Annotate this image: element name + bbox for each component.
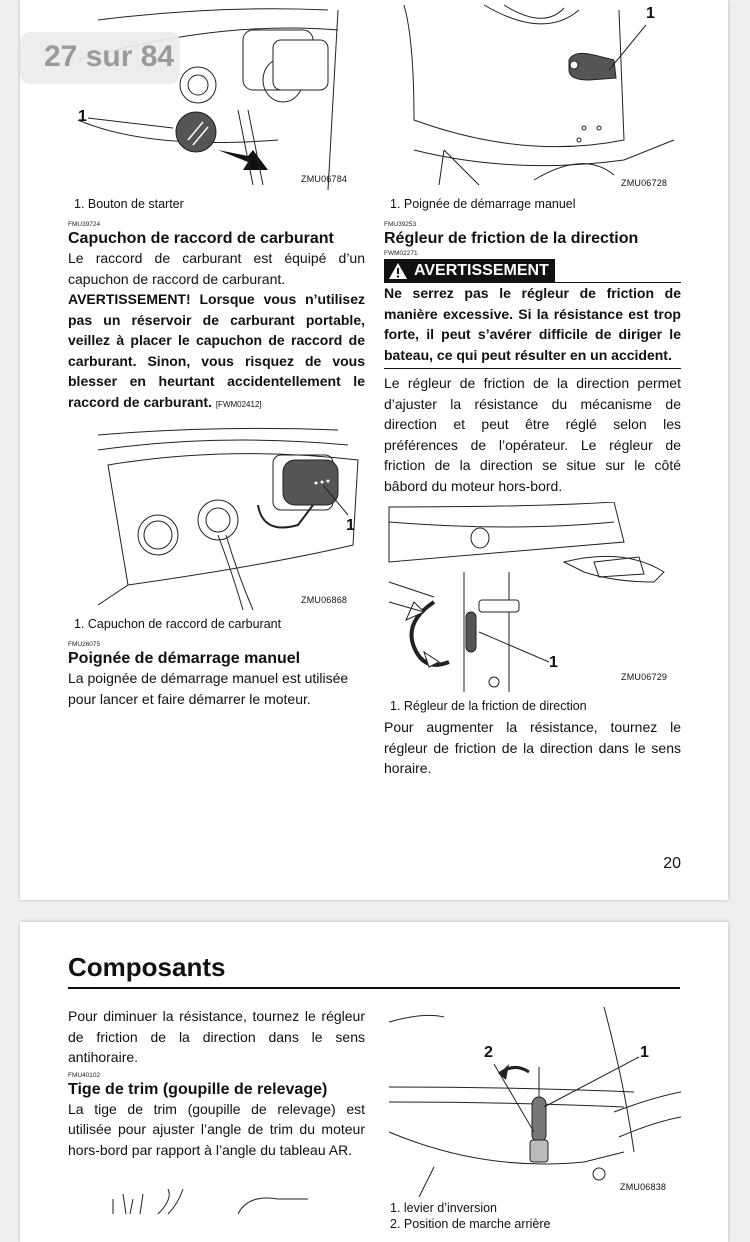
fuel-connector-cap-illustration bbox=[68, 425, 365, 610]
warning-banner bbox=[384, 259, 681, 283]
trim-rod-figure bbox=[68, 1174, 365, 1234]
section-paragraph: La poignée de démarrage manuel est utilisée pour lancer et faire démarrer le moteur. bbox=[68, 670, 349, 707]
figure-code: ZMU06868 bbox=[301, 595, 348, 605]
figure-caption: 1. levier d’inversion bbox=[390, 1201, 497, 1215]
section-heading: Capuchon de raccord de carburant bbox=[68, 230, 334, 247]
right-column bbox=[384, 0, 681, 779]
section-code: FMU26075 bbox=[68, 641, 101, 648]
starter-button-illustration bbox=[68, 0, 365, 190]
right-column bbox=[384, 1002, 681, 1232]
warning-reference: [FWM02412] bbox=[215, 399, 262, 409]
section-code: FMU40102 bbox=[68, 1071, 101, 1079]
warning-code: FWM02271 bbox=[384, 250, 418, 257]
inline-warning-paragraph bbox=[68, 289, 365, 415]
figure-code: ZMU06729 bbox=[621, 672, 668, 682]
figure-callout-1: 1 bbox=[640, 1044, 649, 1061]
section-paragraph: La tige de trim (goupille de relevage) est utilisée pour ajuster l’angle de trim du moteur hors-bord par rapport à l’angle du tableau AR. bbox=[68, 1100, 365, 1158]
figure-caption: 1. Régleur de la friction de direction bbox=[390, 699, 587, 713]
section-paragraph: Le régleur de friction de la direction permet d’ajuster la résistance du mécanisme de direction et peut être réglé selon les préférences de l’opérateur. Le régleur de friction de la direction se situe sur le côté bâbord du moteur hors-bord. bbox=[384, 375, 681, 494]
fuel-connector-cap-figure bbox=[68, 425, 365, 610]
figure-caption: 1. Poignée de démarrage manuel bbox=[390, 197, 576, 211]
section-paragraph: Le raccord de carburant est équipé d’un capuchon de raccord de carburant. bbox=[68, 250, 365, 287]
section-heading: Poignée de démarrage manuel bbox=[68, 650, 301, 667]
figure-code: ZMU06838 bbox=[620, 1182, 667, 1192]
figure-callout-1: 1 bbox=[78, 108, 87, 125]
manual-start-handle-illustration bbox=[384, 0, 681, 190]
warning-triangle-icon bbox=[388, 262, 408, 280]
manual-page-21 bbox=[20, 922, 728, 1242]
shift-lever-figure bbox=[384, 1002, 681, 1197]
steering-friction-figure bbox=[384, 502, 681, 692]
left-column bbox=[68, 0, 365, 709]
trim-rod-illustration bbox=[68, 1174, 365, 1234]
page-counter-badge bbox=[20, 32, 180, 84]
manual-start-handle-figure bbox=[384, 0, 681, 190]
page-number: 20 bbox=[663, 855, 681, 872]
warning-label: AVERTISSEMENT bbox=[414, 262, 549, 279]
page-counter-text: 27 sur 84 bbox=[44, 40, 175, 73]
figure-code: ZMU06784 bbox=[301, 174, 348, 184]
warning-text: Ne serrez pas le régleur de friction de manière excessive. Si la résistance est trop forte, il peut s’avérer difficile de diriger le bateau, ce qui peut résulter en un accident. bbox=[384, 283, 681, 369]
section-heading: Régleur de friction de la direction bbox=[384, 230, 639, 247]
starter-button-figure bbox=[68, 0, 365, 190]
figure-caption: 1. Bouton de starter bbox=[74, 197, 184, 211]
section-paragraph: Pour augmenter la résistance, tournez le régleur de friction de la direction dans le sens horaire. bbox=[384, 719, 681, 776]
section-code: FMU39253 bbox=[384, 221, 417, 228]
figure-callout-2: 2 bbox=[484, 1044, 493, 1061]
section-code: FMU39724 bbox=[68, 221, 101, 228]
figure-callout-1: 1 bbox=[346, 517, 355, 534]
left-column bbox=[68, 1006, 365, 1234]
section-paragraph: Pour diminuer la résistance, tournez le régleur de friction de la direction dans le sens antihoraire. bbox=[68, 1008, 365, 1065]
figure-code: ZMU06728 bbox=[621, 178, 668, 188]
inline-warning-text: AVERTISSEMENT! Lorsque vous n’utilisez pas un réservoir de carburant portable, veillez à placer le capuchon de raccord de carburant. Sinon, vous risquez de vous blesser en heurtant accidentellement le raccord de carburant. bbox=[68, 291, 365, 410]
figure-caption: 2. Position de marche arrière bbox=[390, 1217, 551, 1231]
figure-callout-1: 1 bbox=[646, 5, 655, 22]
figure-caption: 1. Capuchon de raccord de carburant bbox=[74, 617, 282, 631]
shift-lever-illustration bbox=[384, 1002, 681, 1197]
manual-page-20 bbox=[20, 0, 728, 900]
figure-callout-1: 1 bbox=[549, 654, 558, 671]
chapter-title: Composants bbox=[68, 952, 680, 989]
steering-friction-illustration bbox=[384, 502, 681, 692]
section-heading: Tige de trim (goupille de relevage) bbox=[68, 1080, 328, 1098]
warning-label-box bbox=[384, 259, 555, 283]
